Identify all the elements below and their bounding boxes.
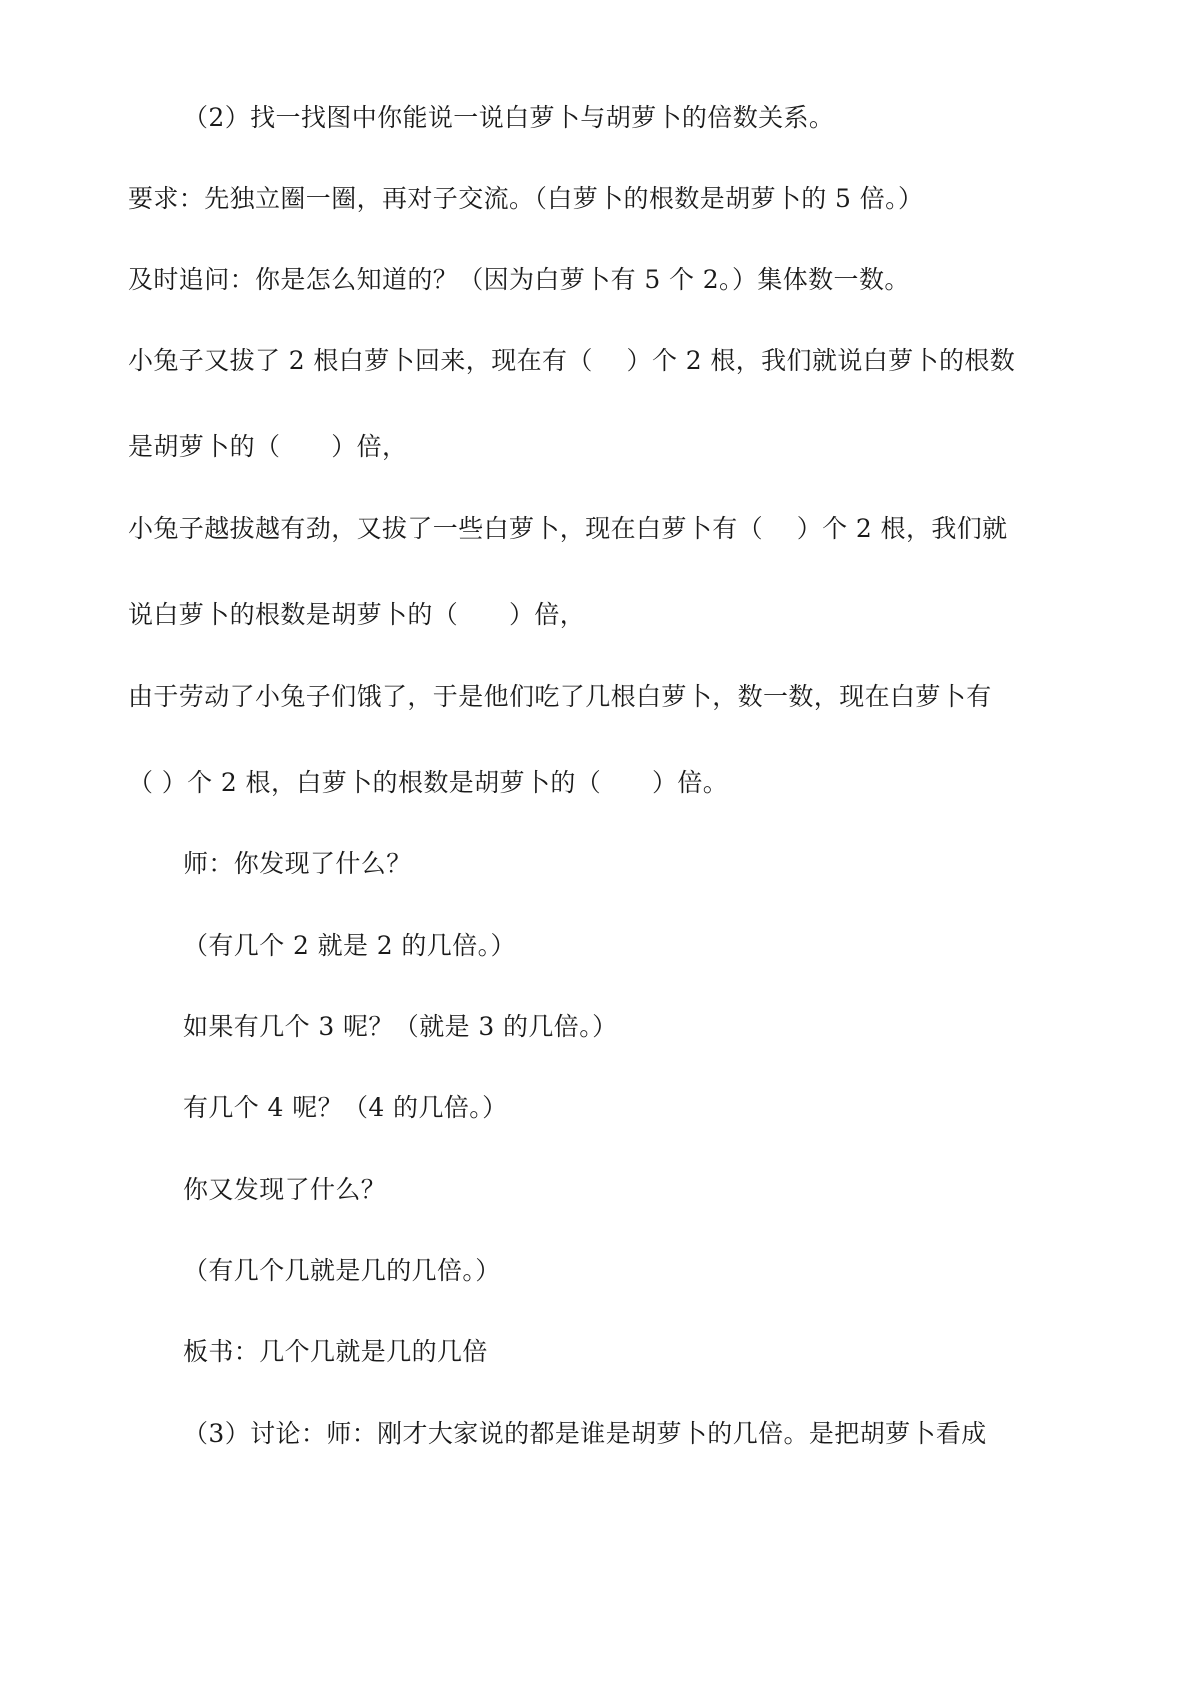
paragraph-rabbit-pulls-2: 小兔子越拔越有劲，又拔了一些白萝卜，现在白萝卜有（ ）个 2 根，我们就 xyxy=(128,514,1008,543)
paragraph-discussion: （3）讨论：师：刚才大家说的都是谁是胡萝卜的几倍。是把胡萝卜看成 xyxy=(183,1419,987,1448)
paragraph-find-relation: （2）找一找图中你能说一说白萝卜与胡萝卜的倍数关系。 xyxy=(183,103,835,132)
paragraph-teacher-question: 师：你发现了什么？ xyxy=(183,849,412,878)
paragraph-conclusion: （有几个几就是几的几倍。） xyxy=(183,1256,501,1285)
paragraph-rabbits-eat-cont: （ ）个 2 根，白萝卜的根数是胡萝卜的（ ）倍。 xyxy=(128,768,729,797)
paragraph-answer-2: （有几个 2 就是 2 的几倍。） xyxy=(183,931,516,960)
paragraph-question-3: 如果有几个 3 呢？（就是 3 的几倍。） xyxy=(183,1012,618,1041)
paragraph-discover-again: 你又发现了什么？ xyxy=(183,1175,387,1204)
paragraph-rabbit-pulls-1: 小兔子又拔了 2 根白萝卜回来，现在有（ ）个 2 根，我们就说白萝卜的根数 xyxy=(128,346,1016,375)
paragraph-rabbit-pulls-1-cont: 是胡萝卜的（ ）倍， xyxy=(128,432,408,461)
paragraph-rabbit-pulls-2-cont: 说白萝卜的根数是胡萝卜的（ ）倍， xyxy=(128,600,586,629)
paragraph-rabbits-eat: 由于劳动了小兔子们饿了，于是他们吃了几根白萝卜，数一数，现在白萝卜有 xyxy=(128,682,992,711)
paragraph-question-4: 有几个 4 呢？（4 的几倍。） xyxy=(183,1093,508,1122)
paragraph-follow-up: 及时追问：你是怎么知道的？（因为白萝卜有 5 个 2。）集体数一数。 xyxy=(128,265,910,294)
paragraph-requirement: 要求：先独立圈一圈，再对子交流。（白萝卜的根数是胡萝卜的 5 倍。） xyxy=(128,184,924,213)
paragraph-board-writing: 板书：几个几就是几的几倍 xyxy=(183,1337,488,1366)
